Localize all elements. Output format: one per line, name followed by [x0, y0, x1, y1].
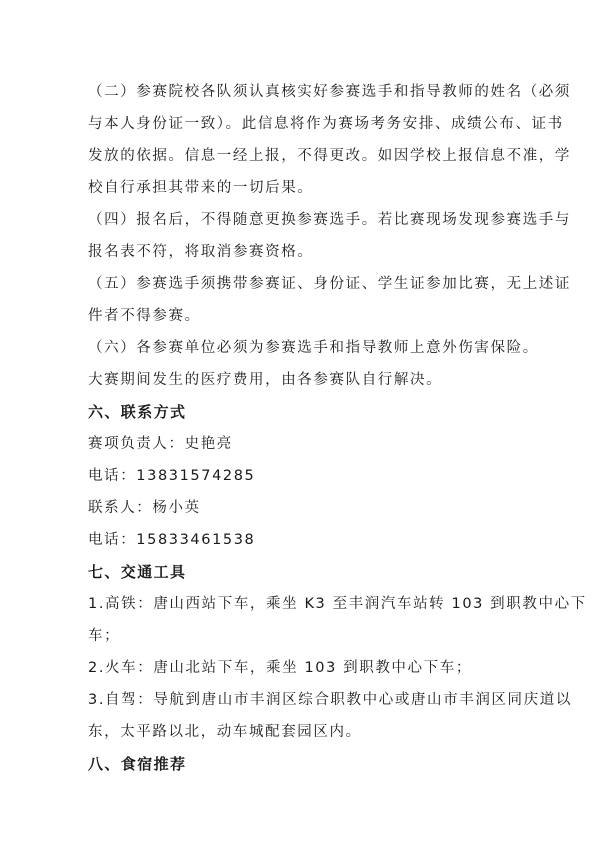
paragraph-2-line-3: 发放的依据。信息一经上报，不得更改。如因学校上报信息不准，学 — [88, 148, 571, 164]
transport-line-5: 东，太平路以北，动车城配套园区内。 — [88, 724, 362, 740]
section-heading-food: 八、食宿推荐 — [88, 755, 187, 773]
paragraph-5-line-2: 件者不得参赛。 — [88, 308, 201, 324]
contact-line-2: 电话：13831574285 — [88, 468, 256, 484]
contact-line-3: 联系人：杨小英 — [88, 500, 201, 516]
paragraph-4-line-1: （四）报名后，不得随意更换参赛选手。若比赛现场发现参赛选手与 — [88, 212, 571, 228]
paragraph-5-line-1: （五）参赛选手须携带参赛证、身份证、学生证参加比赛，无上述证 — [88, 276, 571, 292]
transport-line-2: 车； — [88, 628, 121, 644]
transport-line-4: 3.自驾：导航到唐山市丰润区综合职教中心或唐山市丰润区同庆道以 — [88, 692, 572, 708]
paragraph-6-line-1: （六）各参赛单位必须为参赛选手和指导教师上意外伤害保险。 — [88, 340, 539, 356]
paragraph-6-line-2: 大赛期间发生的医疗费用，由各参赛队自行解决。 — [88, 372, 443, 388]
section-heading-transport: 七、交通工具 — [88, 563, 187, 581]
contact-line-1: 赛项负责人：史艳亮 — [88, 436, 233, 452]
paragraph-2-line-2: 与本人身份证一致）。此信息将作为赛场考务安排、成绩公布、证书 — [88, 116, 564, 132]
paragraph-2-line-1: （二）参赛院校各队须认真核实好参赛选手和指导教师的姓名（必须 — [88, 84, 571, 100]
paragraph-4-line-2: 报名表不符，将取消参赛资格。 — [88, 244, 314, 260]
transport-line-3: 2.火车：唐山北站下车，乘坐 103 到职教中心下车； — [88, 660, 472, 676]
contact-line-4: 电话：15833461538 — [88, 532, 256, 548]
transport-line-1: 1.高铁：唐山西站下车，乘坐 K3 至丰润汽车站转 103 到职教中心下 — [88, 596, 587, 612]
paragraph-2-line-4: 校自行承担其带来的一切后果。 — [88, 180, 314, 196]
section-heading-contact: 六、联系方式 — [88, 403, 187, 421]
